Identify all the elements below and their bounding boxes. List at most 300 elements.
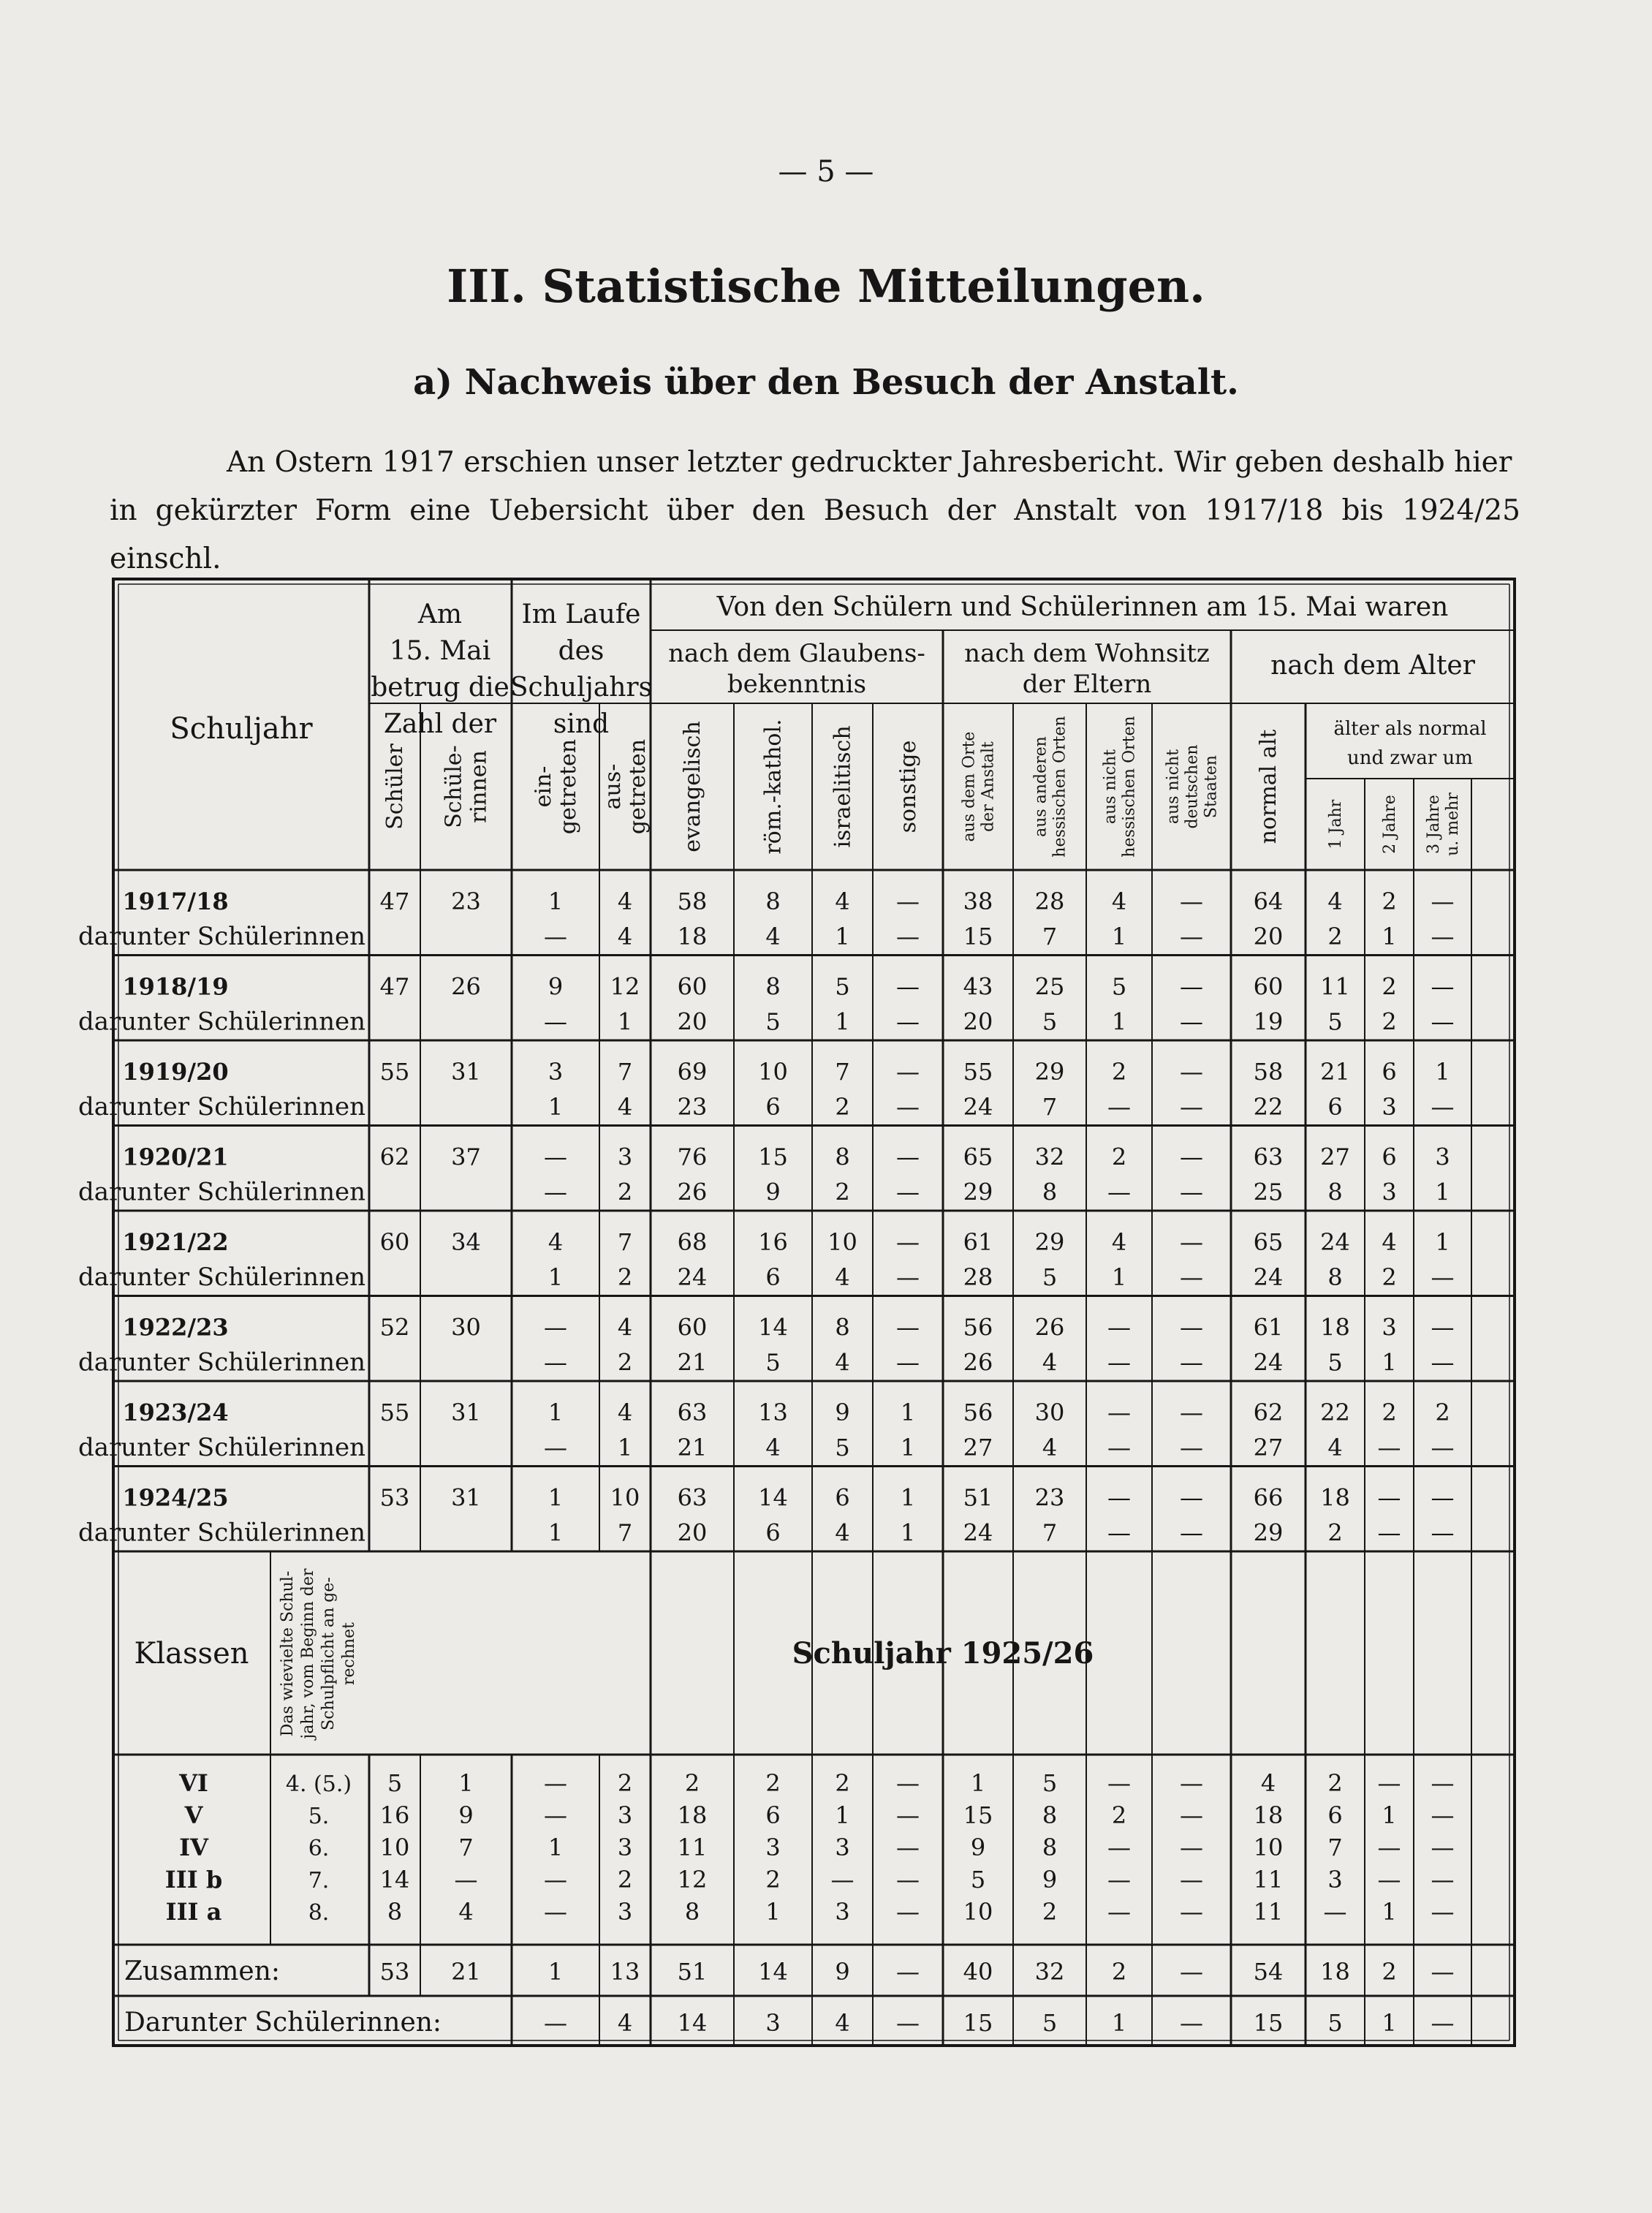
- table-cell: —: [1180, 1178, 1203, 1206]
- intro-line-1: An Ostern 1917 erschien unser letzter gedruckter Jahresbericht. Wir geben deshalb hier: [227, 446, 1512, 479]
- table-cell: 2: [1327, 923, 1343, 950]
- table-cell: 20: [677, 1007, 708, 1036]
- table-cell: —: [896, 1769, 920, 1797]
- table-cell: 2: [617, 1348, 633, 1377]
- table-cell: 58: [1253, 1058, 1284, 1086]
- table-cell: 4: [1327, 888, 1343, 915]
- table-cell: 1: [547, 1834, 564, 1861]
- header-im-laufe: des: [558, 636, 605, 666]
- table-cell: —: [1107, 1769, 1131, 1797]
- header-am: 15. Mai: [389, 636, 491, 666]
- table-cell: 40: [963, 1958, 993, 1986]
- table-cell: 29: [963, 1178, 993, 1206]
- table-cell: —: [1180, 1399, 1203, 1426]
- header-wohnsitz: nach dem Wohnsitz: [964, 639, 1210, 668]
- table-cell: 2: [1382, 1958, 1397, 1986]
- table-cell: 24: [1320, 1228, 1350, 1256]
- table-cell: 4: [617, 1093, 633, 1121]
- table-cell: 2: [835, 1178, 850, 1206]
- table-cell: 6: [1382, 1143, 1397, 1171]
- table-cell: 6: [765, 1518, 781, 1547]
- table-cell: —: [1323, 1898, 1347, 1926]
- table-cell: 6: [1327, 1801, 1343, 1829]
- table-cell: 20: [963, 1007, 993, 1036]
- table-cell: 7: [1042, 1518, 1058, 1547]
- table-cell: —: [830, 1866, 855, 1894]
- table-cell: 9: [1042, 1866, 1058, 1894]
- table-cell: 34: [451, 1228, 481, 1256]
- table-cell: —: [1377, 1483, 1401, 1512]
- column-header-label: israelitisch: [830, 725, 856, 848]
- table-cell: 23: [1034, 1483, 1065, 1512]
- table-cell: 31: [451, 1399, 481, 1426]
- column-header-label: deutschen: [1183, 744, 1202, 829]
- table-cell: 6: [765, 1801, 781, 1829]
- column-header-label: aus nicht: [1164, 749, 1183, 825]
- table-cell: 5: [1111, 972, 1127, 1001]
- table-cell: 1: [547, 1518, 564, 1547]
- klassen-schuljahr-column-label: Das wievielte Schul-: [279, 1570, 297, 1737]
- table-cell: 1: [547, 1399, 564, 1426]
- table-cell: 3: [835, 1834, 850, 1861]
- table-cell: 2: [1111, 1801, 1127, 1829]
- table-cell: 24: [963, 1518, 993, 1547]
- table-cell: 4: [835, 1263, 850, 1291]
- table-cell: —: [1107, 1834, 1131, 1861]
- header-schuljahr: Schuljahr: [170, 712, 313, 746]
- table-cell: 24: [1253, 1348, 1284, 1377]
- table-cell: 14: [379, 1866, 410, 1894]
- table-cell: 3: [617, 1801, 633, 1829]
- table-cell: 2: [1382, 1007, 1397, 1036]
- header-am: Am: [417, 599, 463, 629]
- column-header-label: aus-: [600, 763, 626, 810]
- table-cell: 6: [765, 1093, 781, 1121]
- table-cell: 27: [1253, 1434, 1284, 1461]
- table-cell: 3: [1435, 1143, 1450, 1171]
- darunter-total-label: Darunter Schülerinnen:: [124, 2008, 442, 2038]
- table-cell: 4: [1382, 1228, 1397, 1256]
- table-cell: —: [544, 1898, 567, 1926]
- table-cell: 1: [900, 1399, 916, 1426]
- table-cell: 15: [963, 923, 993, 950]
- table-cell: 21: [451, 1958, 481, 1986]
- table-cell: 14: [677, 2009, 708, 2037]
- table-cell: 58: [677, 888, 708, 915]
- table-cell: 54: [1253, 1958, 1284, 1986]
- table-cell: 1: [617, 1007, 633, 1036]
- header-im-laufe: Schuljahrs: [509, 673, 653, 703]
- table-cell: 2: [765, 1769, 781, 1797]
- table-cell: 2: [835, 1093, 850, 1121]
- table-cell: —: [1180, 1093, 1203, 1121]
- table-cell: —: [1180, 2009, 1203, 2037]
- column-header-label: ein-: [531, 765, 556, 808]
- table-cell: —: [1431, 1483, 1455, 1512]
- klasse-label: III b: [164, 1866, 223, 1894]
- table-cell: 12: [677, 1866, 708, 1894]
- table-cell: —: [1431, 1434, 1455, 1461]
- table-cell: 61: [1253, 1313, 1284, 1342]
- table-cell: 8: [387, 1898, 403, 1926]
- table-cell: 9: [835, 1399, 850, 1426]
- table-cell: 3: [835, 1898, 850, 1926]
- table-cell: 14: [758, 1958, 788, 1986]
- table-cell: —: [1107, 1434, 1131, 1461]
- table-cell: —: [896, 1834, 920, 1861]
- header-glaubensbekenntnis: nach dem Glaubens-: [668, 639, 925, 668]
- intro-line-2: in gekürzter Form eine Uebersicht über den Besuch der Anstalt von 1917/18 bis 1924/25 einschl.: [110, 494, 1520, 575]
- table-cell: 52: [379, 1313, 410, 1342]
- page-number: — 5 —: [778, 155, 874, 189]
- table-cell: 1: [1111, 2009, 1127, 2037]
- table-cell: —: [544, 1434, 567, 1461]
- table-cell: 3: [1327, 1866, 1343, 1894]
- table-cell: 21: [1320, 1058, 1350, 1086]
- table-cell: 10: [1253, 1834, 1284, 1861]
- table-cell: —: [896, 1801, 920, 1829]
- table-cell: 5: [765, 1348, 781, 1377]
- table-cell: 8: [1327, 1263, 1343, 1291]
- table-cell: 7: [1042, 923, 1058, 950]
- table-cell: 7: [1327, 1834, 1343, 1861]
- table-cell: 3: [617, 1898, 633, 1926]
- table-cell: —: [1431, 1263, 1455, 1291]
- klassen-schuljahr-column-label: rechnet: [340, 1622, 358, 1686]
- table-cell: —: [1431, 1007, 1455, 1036]
- table-cell: 1: [547, 1263, 564, 1291]
- table-cell: 9: [458, 1801, 474, 1829]
- table-cell: 3: [1382, 1313, 1397, 1342]
- table-cell: 55: [379, 1058, 410, 1086]
- table-cell: 8: [765, 972, 781, 1001]
- table-cell: 15: [1253, 2009, 1284, 2037]
- table-cell: —: [1431, 888, 1455, 915]
- table-cell: 5: [1327, 2009, 1343, 2037]
- table-cell: 23: [677, 1093, 708, 1121]
- table-cell: 4: [1111, 1228, 1127, 1256]
- table-cell: —: [896, 1093, 920, 1121]
- table-cell: —: [544, 1178, 567, 1206]
- table-cell: 27: [963, 1434, 993, 1461]
- table-cell: 8: [1042, 1801, 1058, 1829]
- table-cell: 4: [458, 1898, 474, 1926]
- table-cell: 55: [963, 1058, 993, 1086]
- table-cell: 4: [835, 2009, 850, 2037]
- table-cell: 13: [758, 1399, 788, 1426]
- table-cell: 26: [1034, 1313, 1065, 1342]
- table-cell: —: [1431, 2009, 1455, 2037]
- table-cell: —: [544, 2009, 567, 2037]
- section-title: III. Statistische Mitteilungen.: [447, 260, 1205, 313]
- table-cell: —: [1107, 1898, 1131, 1926]
- table-cell: —: [1180, 888, 1203, 915]
- header-glaubensbekenntnis: bekenntnis: [727, 670, 867, 699]
- table-cell: 60: [677, 972, 708, 1001]
- klasse-label: III a: [165, 1898, 222, 1926]
- table-cell: 2: [1327, 1769, 1343, 1797]
- table-cell: 1: [458, 1769, 474, 1797]
- table-cell: 14: [758, 1483, 788, 1512]
- klasse-schuljahr: 4. (5.): [285, 1771, 352, 1797]
- table-cell: 2: [1111, 1058, 1127, 1086]
- column-header-label: normal alt: [1256, 729, 1281, 844]
- table-cell: 5: [1042, 2009, 1058, 2037]
- klasse-schuljahr: 6.: [308, 1836, 330, 1861]
- darunter-schuelerinnen-label: darunter Schülerinnen: [78, 1518, 365, 1548]
- table-cell: 5: [835, 1434, 850, 1461]
- table-cell: 4: [835, 1518, 850, 1547]
- table-cell: 2: [1111, 1143, 1127, 1171]
- klassen-schuljahr-column-label: Schulpflicht an ge-: [319, 1577, 338, 1730]
- column-header-label: 2 Jahre: [1380, 795, 1399, 854]
- table-cell: 29: [1034, 1228, 1065, 1256]
- darunter-schuelerinnen-label: darunter Schülerinnen: [78, 1433, 365, 1462]
- klasse-schuljahr: 7.: [308, 1868, 330, 1894]
- table-cell: 20: [1253, 923, 1284, 950]
- table-cell: 7: [458, 1834, 474, 1861]
- table-cell: 56: [963, 1399, 993, 1426]
- table-cell: 11: [1253, 1866, 1284, 1894]
- table-cell: 65: [1253, 1228, 1284, 1256]
- table-cell: 2: [1382, 1263, 1397, 1291]
- table-cell: 1: [547, 888, 564, 915]
- table-cell: 4: [1327, 1434, 1343, 1461]
- table-cell: 9: [970, 1834, 986, 1861]
- table-cell: 4: [617, 2009, 633, 2037]
- table-cell: 2: [617, 1178, 633, 1206]
- klasse-label: V: [184, 1801, 203, 1829]
- table-cell: 76: [677, 1143, 708, 1171]
- table-cell: —: [896, 923, 920, 950]
- table-cell: 3: [1382, 1093, 1397, 1121]
- klasse-label: IV: [179, 1834, 208, 1861]
- table-cell: 4: [1042, 1434, 1058, 1461]
- table-cell: —: [1180, 1263, 1203, 1291]
- table-cell: 4: [1042, 1348, 1058, 1377]
- table-cell: —: [1107, 1518, 1131, 1547]
- column-header-label: getreten: [625, 738, 651, 835]
- table-cell: —: [896, 972, 920, 1001]
- header-nach-dem-alter: nach dem Alter: [1270, 651, 1475, 681]
- table-cell: 4: [1111, 888, 1127, 915]
- table-cell: 8: [765, 888, 781, 915]
- table-cell: 62: [1253, 1399, 1284, 1426]
- table-cell: 15: [963, 2009, 993, 2037]
- table-cell: —: [1431, 1518, 1455, 1547]
- table-cell: 9: [547, 972, 564, 1001]
- year-label: 1917/18: [122, 888, 229, 915]
- klassen-schuljahr-column-label: jahr, vom Beginn der: [299, 1568, 317, 1739]
- table-cell: 47: [379, 972, 410, 1001]
- table-cell: 53: [379, 1958, 410, 1986]
- table-cell: —: [1431, 1769, 1455, 1797]
- table-cell: 2: [617, 1866, 633, 1894]
- table-cell: 4: [835, 1348, 850, 1377]
- table-cell: 8: [684, 1898, 700, 1926]
- table-cell: —: [544, 1866, 567, 1894]
- table-cell: 62: [379, 1143, 410, 1171]
- table-cell: —: [1107, 1178, 1131, 1206]
- table-cell: —: [896, 1348, 920, 1377]
- table-cell: —: [1107, 1483, 1131, 1512]
- table-cell: 1: [970, 1769, 986, 1797]
- table-cell: 6: [765, 1263, 781, 1291]
- table-cell: —: [1180, 1769, 1203, 1797]
- column-header-label: u. mehr: [1443, 792, 1462, 856]
- table-cell: —: [1377, 1518, 1401, 1547]
- darunter-schuelerinnen-label: darunter Schülerinnen: [78, 1347, 365, 1377]
- table-cell: 3: [765, 2009, 781, 2037]
- table-cell: 2: [1382, 972, 1397, 1001]
- table-cell: 30: [1034, 1399, 1065, 1426]
- table-cell: 19: [1253, 1007, 1284, 1036]
- table-cell: 8: [835, 1143, 850, 1171]
- table-cell: 3: [617, 1834, 633, 1861]
- table-cell: 4: [617, 1399, 633, 1426]
- table-cell: 1: [547, 1093, 564, 1121]
- table-cell: 24: [963, 1093, 993, 1121]
- table-cell: 3: [1382, 1178, 1397, 1206]
- table-cell: 8: [1042, 1834, 1058, 1861]
- column-header-label: hessischen Orten: [1050, 716, 1069, 858]
- table-cell: 2: [1111, 1958, 1127, 1986]
- table-cell: —: [1431, 1801, 1455, 1829]
- year-label: 1921/22: [122, 1228, 229, 1256]
- table-cell: 68: [677, 1228, 708, 1256]
- table-cell: 5: [835, 972, 850, 1001]
- table-cell: 21: [677, 1434, 708, 1461]
- table-cell: 1: [900, 1518, 916, 1547]
- table-cell: —: [1377, 1769, 1401, 1797]
- header-von-den-schuelern: Von den Schülern und Schülerinnen am 15. Mai waren: [716, 592, 1449, 622]
- table-cell: 31: [451, 1483, 481, 1512]
- table-cell: 14: [758, 1313, 788, 1342]
- table-cell: 47: [379, 888, 410, 915]
- year-label: 1919/20: [122, 1058, 229, 1086]
- table-cell: —: [896, 1313, 920, 1342]
- table-cell: 2: [1042, 1898, 1058, 1926]
- column-header-label: evangelisch: [680, 721, 705, 852]
- table-cell: —: [1431, 1348, 1455, 1377]
- table-cell: 26: [451, 972, 481, 1001]
- table-cell: 9: [765, 1178, 781, 1206]
- table-cell: 2: [617, 1769, 633, 1797]
- table-cell: —: [1377, 1434, 1401, 1461]
- column-header-label: Schüler: [382, 744, 408, 830]
- table-cell: 11: [1253, 1898, 1284, 1926]
- table-cell: —: [1377, 1834, 1401, 1861]
- table-cell: —: [544, 923, 567, 950]
- darunter-schuelerinnen-label: darunter Schülerinnen: [78, 922, 365, 951]
- table-cell: 1: [617, 1434, 633, 1461]
- table-cell: 43: [963, 972, 993, 1001]
- table-cell: 11: [677, 1834, 708, 1861]
- table-cell: 7: [617, 1058, 633, 1086]
- table-cell: —: [1180, 1483, 1203, 1512]
- table-cell: 16: [758, 1228, 788, 1256]
- column-header-label: rinnen: [466, 750, 492, 823]
- table-cell: 16: [379, 1801, 410, 1829]
- table-cell: 29: [1253, 1518, 1284, 1547]
- zusammen-label: Zusammen:: [124, 1956, 281, 1986]
- table-cell: 21: [677, 1348, 708, 1377]
- section-subtitle: a) Nachweis über den Besuch der Anstalt.: [413, 362, 1239, 403]
- table-cell: 3: [765, 1834, 781, 1861]
- table-cell: 10: [827, 1228, 857, 1256]
- table-cell: —: [1107, 1399, 1131, 1426]
- table-cell: 63: [1253, 1143, 1284, 1171]
- table-cell: 4: [765, 1434, 781, 1461]
- table-cell: 1: [1382, 1801, 1397, 1829]
- table-cell: 5: [1042, 1007, 1058, 1036]
- header-im-laufe: Im Laufe: [521, 599, 641, 629]
- table-cell: 60: [677, 1313, 708, 1342]
- table-cell: —: [1431, 1093, 1455, 1121]
- table-cell: 1: [835, 1801, 850, 1829]
- table-cell: 1: [1382, 2009, 1397, 2037]
- table-cell: —: [544, 1007, 567, 1036]
- table-cell: 22: [1253, 1093, 1284, 1121]
- table-cell: —: [1180, 1348, 1203, 1377]
- table-cell: 56: [963, 1313, 993, 1342]
- table-cell: —: [544, 1801, 567, 1829]
- table-cell: 29: [1034, 1058, 1065, 1086]
- table-cell: 37: [451, 1143, 481, 1171]
- table-cell: 32: [1034, 1958, 1065, 1986]
- table-cell: 6: [1327, 1093, 1343, 1121]
- table-cell: —: [896, 1263, 920, 1291]
- table-cell: 32: [1034, 1143, 1065, 1171]
- table-cell: 4: [617, 923, 633, 950]
- table-cell: —: [896, 1228, 920, 1256]
- table-cell: 66: [1253, 1483, 1284, 1512]
- table-cell: 1: [547, 1483, 564, 1512]
- table-cell: 2: [1327, 1518, 1343, 1547]
- table-cell: —: [896, 1143, 920, 1171]
- darunter-schuelerinnen-label: darunter Schülerinnen: [78, 1177, 365, 1207]
- table-cell: —: [1431, 1866, 1455, 1894]
- table-cell: 7: [617, 1228, 633, 1256]
- table-cell: 4: [617, 1313, 633, 1342]
- table-cell: —: [896, 1058, 920, 1086]
- table-cell: —: [1107, 1348, 1131, 1377]
- table-cell: 1: [1382, 923, 1397, 950]
- table-cell: 31: [451, 1058, 481, 1086]
- table-cell: 1: [1111, 1007, 1127, 1036]
- table-cell: 27: [1320, 1143, 1350, 1171]
- table-cell: 1: [547, 1958, 564, 1986]
- table-cell: 6: [835, 1483, 850, 1512]
- year-label: 1923/24: [122, 1399, 229, 1426]
- table-cell: —: [1377, 1866, 1401, 1894]
- table-cell: 8: [835, 1313, 850, 1342]
- table-cell: 1: [1111, 923, 1127, 950]
- table-cell: 61: [963, 1228, 993, 1256]
- table-cell: 8: [1327, 1178, 1343, 1206]
- table-cell: 20: [677, 1518, 708, 1547]
- table-cell: 1: [1111, 1263, 1127, 1291]
- table-cell: 7: [835, 1058, 850, 1086]
- table-cell: 10: [610, 1483, 640, 1512]
- table-cell: 18: [1320, 1313, 1350, 1342]
- table-cell: 18: [1320, 1958, 1350, 1986]
- table-cell: 5: [1327, 1007, 1343, 1036]
- table-cell: 7: [617, 1518, 633, 1547]
- table-cell: 51: [963, 1483, 993, 1512]
- table-cell: 7: [1042, 1093, 1058, 1121]
- table-cell: 28: [963, 1263, 993, 1291]
